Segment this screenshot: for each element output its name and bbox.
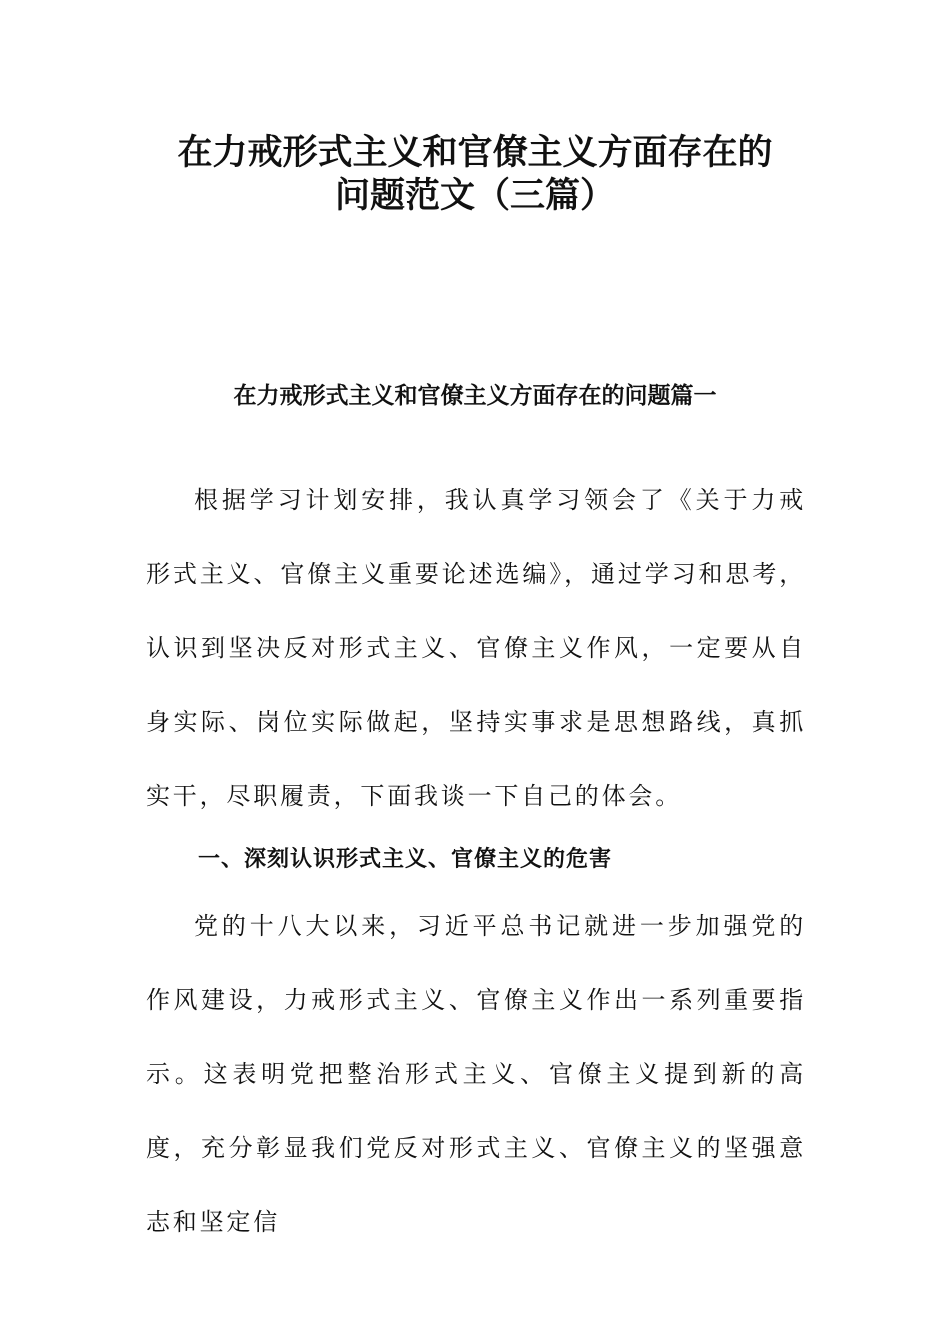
body-paragraph-1: 根据学习计划安排，我认真学习领会了《关于力戒形式主义、官僚主义重要论述选编》，通过学习和思考，认识到坚决反对形式主义、官僚主义作风，一定要从自身实际、岗位实际做起，坚持实事求是思想路线，真抓实干，尽职履责，下面我谈一下自己的体会。	[146, 486, 806, 810]
section-heading: 在力戒形式主义和官僚主义方面存在的问题篇一	[233, 383, 717, 409]
body-paragraph-2: 党的十八大以来，习近平总书记就进一步加强党的作风建设，力戒形式主义、官僚主义作出一系列重要指示。这表明党把整治形式主义、官僚主义提到新的高度，充分彰显我们党反对形式主义、官僚主义的坚强意志和坚定信	[146, 912, 806, 1236]
subheading-1: 一、深刻认识形式主义、官僚主义的危害	[198, 847, 613, 872]
document-title-line-2: 问题范文（三篇）	[334, 176, 615, 216]
document-title-line-1: 在力戒形式主义和官僚主义方面存在的	[177, 133, 773, 173]
